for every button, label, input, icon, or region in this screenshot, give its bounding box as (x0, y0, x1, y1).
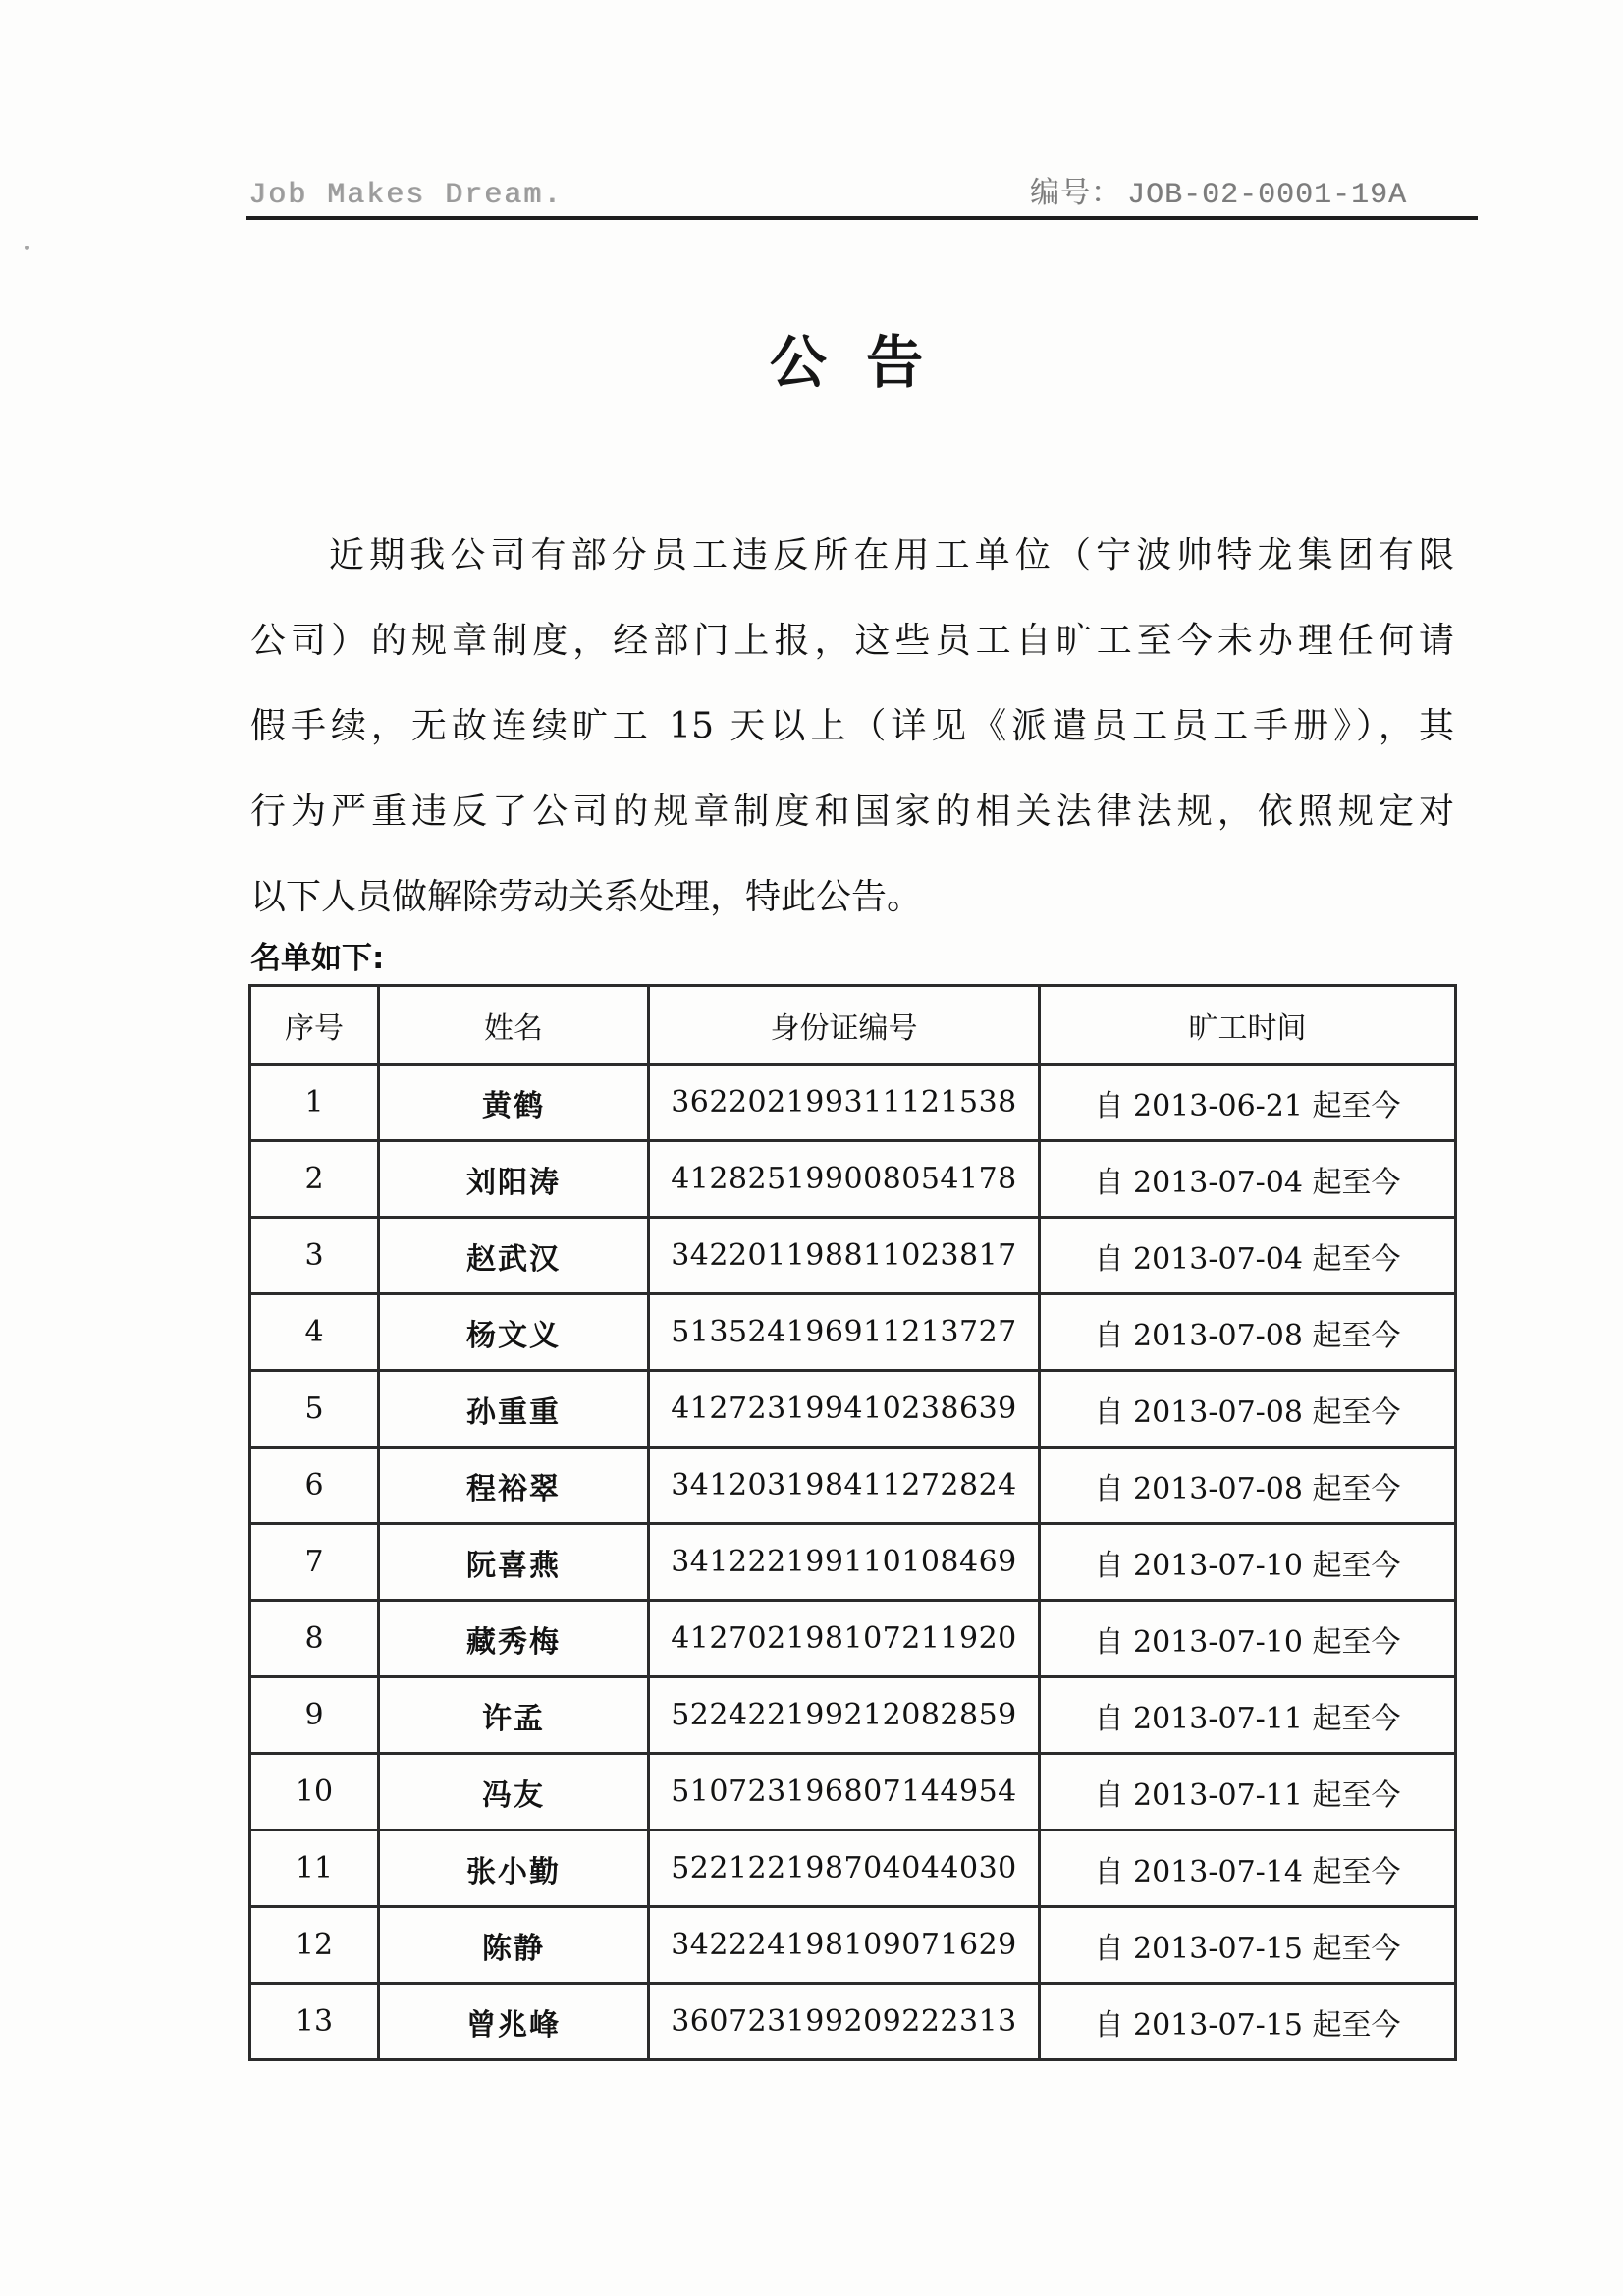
column-header-id: 身份证编号 (649, 986, 1040, 1065)
absence-period: 自 2013-07-10 起至今 (1040, 1524, 1456, 1601)
employee-id: 412723199410238639 (649, 1371, 1040, 1448)
scan-artifact-dot (25, 246, 29, 250)
absence-period: 自 2013-07-10 起至今 (1040, 1601, 1456, 1677)
body-line: 近期我公司有部分员工违反所在用工单位（宁波帅特龙集团有限 (329, 535, 1454, 575)
row-index: 12 (250, 1907, 379, 1984)
employee-id: 342224198109071629 (649, 1907, 1040, 1984)
employee-id: 522122198704044030 (649, 1831, 1040, 1907)
employee-id: 341222199110108469 (649, 1524, 1040, 1601)
absence-period: 自 2013-07-08 起至今 (1040, 1371, 1456, 1448)
row-index: 6 (250, 1448, 379, 1524)
row-index: 2 (250, 1141, 379, 1218)
employee-name: 程裕翠 (379, 1448, 649, 1524)
document-number-label: 编号： (1029, 179, 1121, 212)
row-index: 8 (250, 1601, 379, 1677)
document-number-value: JOB-02-0001-19A (1126, 179, 1407, 212)
absence-period: 自 2013-07-11 起至今 (1040, 1677, 1456, 1754)
table-row (250, 1601, 1456, 1677)
employee-name: 陈静 (379, 1907, 649, 1984)
employee-id: 342201198811023817 (649, 1218, 1040, 1294)
absence-period: 自 2013-07-14 起至今 (1040, 1831, 1456, 1907)
row-index: 10 (250, 1754, 379, 1831)
page-header (248, 163, 1478, 212)
body-line: 行为严重违反了公司的规章制度和国家的相关法律法规，依照规定对 (250, 792, 1454, 832)
employee-name: 曾兆峰 (379, 1984, 649, 2060)
notice-body (250, 513, 1454, 940)
column-header-index: 序号 (250, 986, 379, 1065)
absence-period: 自 2013-07-15 起至今 (1040, 1907, 1456, 1984)
body-line: 以下人员做解除劳动关系处理，特此公告。 (250, 877, 923, 917)
row-index: 11 (250, 1831, 379, 1907)
document-number (1030, 168, 1478, 212)
employee-name: 许孟 (379, 1677, 649, 1754)
employee-id: 510723196807144954 (649, 1754, 1040, 1831)
table-row (250, 1065, 1456, 1141)
employee-name: 赵武汉 (379, 1218, 649, 1294)
absence-period: 自 2013-07-04 起至今 (1040, 1141, 1456, 1218)
column-header-name: 姓名 (379, 986, 649, 1065)
row-index: 9 (250, 1677, 379, 1754)
employee-id: 522422199212082859 (649, 1677, 1040, 1754)
employee-id: 360723199209222313 (649, 1984, 1040, 2060)
row-index: 13 (250, 1984, 379, 2060)
absence-period: 自 2013-07-15 起至今 (1040, 1984, 1456, 2060)
employee-id: 412702198107211920 (649, 1601, 1040, 1677)
brand-slogan: Job Makes Dream. (248, 179, 564, 212)
absence-period: 自 2013-07-04 起至今 (1040, 1218, 1456, 1294)
absence-period: 自 2013-07-11 起至今 (1040, 1754, 1456, 1831)
employee-name: 藏秀梅 (379, 1601, 649, 1677)
body-line: 假手续，无故连续旷工 15 天以上（详见《派遣员工员工手册》），其 (250, 706, 1454, 746)
absence-period: 自 2013-06-21 起至今 (1040, 1065, 1456, 1141)
employee-name: 张小勤 (379, 1831, 649, 1907)
table-row (250, 1294, 1456, 1371)
row-index: 3 (250, 1218, 379, 1294)
employee-name: 黄鹤 (379, 1065, 649, 1141)
employee-name: 杨文义 (379, 1294, 649, 1371)
row-index: 1 (250, 1065, 379, 1141)
body-line: 公司）的规章制度，经部门上报，这些员工自旷工至今未办理任何请 (250, 621, 1454, 661)
row-index: 5 (250, 1371, 379, 1448)
employee-name: 刘阳涛 (379, 1141, 649, 1218)
table-row (250, 1677, 1456, 1754)
employee-name: 阮喜燕 (379, 1524, 649, 1601)
table-row (250, 1907, 1456, 1984)
table-row (250, 1218, 1456, 1294)
table-row (250, 1448, 1456, 1524)
table-row (250, 1524, 1456, 1601)
table-row (250, 1141, 1456, 1218)
column-header-period: 旷工时间 (1040, 986, 1456, 1065)
table-row (250, 1984, 1456, 2060)
absence-period: 自 2013-07-08 起至今 (1040, 1448, 1456, 1524)
table-row (250, 1754, 1456, 1831)
row-index: 7 (250, 1524, 379, 1601)
employee-name: 冯友 (379, 1754, 649, 1831)
employee-id: 362202199311121538 (649, 1065, 1040, 1141)
table-row (250, 1371, 1456, 1448)
absence-period: 自 2013-07-08 起至今 (1040, 1294, 1456, 1371)
employee-id: 341203198411272824 (649, 1448, 1040, 1524)
employee-id: 513524196911213727 (649, 1294, 1040, 1371)
table-row (250, 1831, 1456, 1907)
list-label: 名单如下: (250, 941, 385, 976)
row-index: 4 (250, 1294, 379, 1371)
table-header-row (250, 986, 1456, 1065)
dismissal-roster-table (248, 984, 1457, 2061)
employee-name: 孙重重 (379, 1371, 649, 1448)
header-divider-rule (246, 216, 1478, 220)
employee-id: 412825199008054178 (649, 1141, 1040, 1218)
page-title: 公 告 (769, 329, 934, 396)
table-body (250, 1065, 1456, 2060)
